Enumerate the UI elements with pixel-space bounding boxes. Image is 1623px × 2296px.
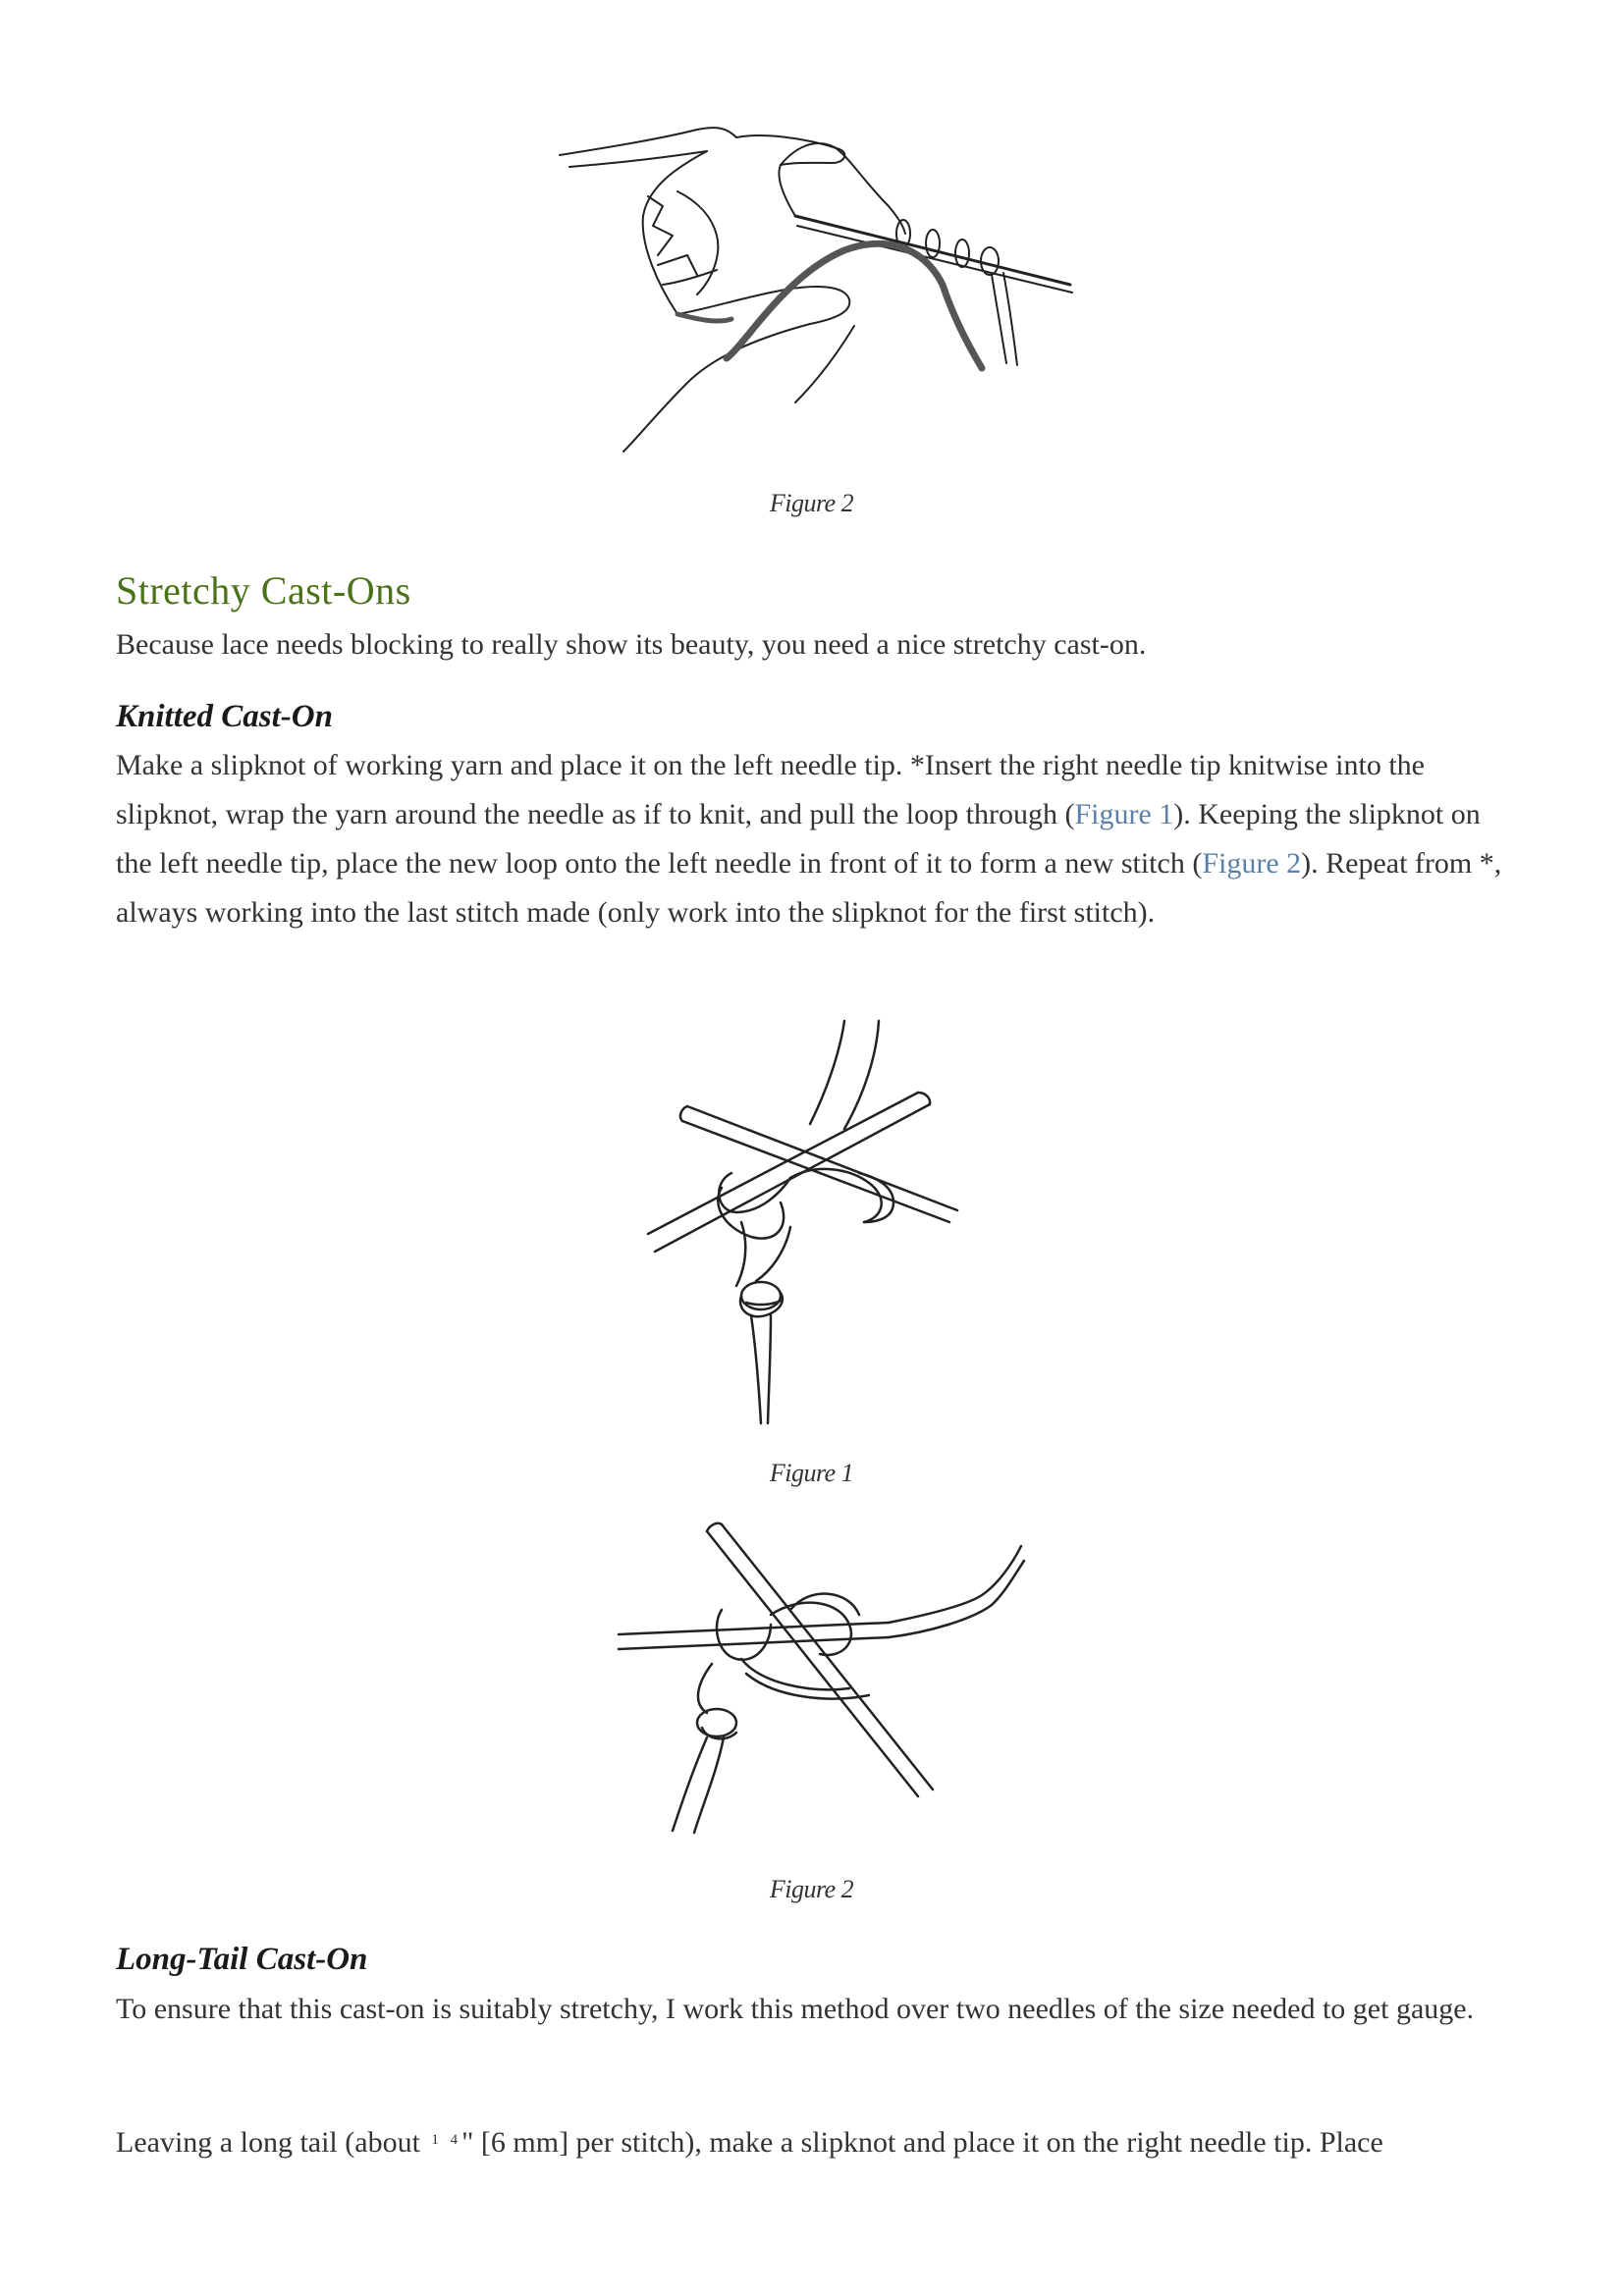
figure-caption: Figure 2 bbox=[769, 1875, 854, 1903]
figure-2-link[interactable]: Figure 2 bbox=[1202, 847, 1302, 880]
long-tail-cast-on-heading: Long-Tail Cast-On bbox=[116, 1942, 368, 1977]
text-span: ). Keeping the slipknot on the left needle tip, place the new loop onto the left needle in front of it to form a new stitch ( bbox=[116, 798, 1481, 880]
long-tail-para-1: To ensure that this cast-on is suitably stretchy, I work this method over two needles of the size needed to get gauge. bbox=[116, 1993, 1475, 2025]
figure-1-link[interactable]: Figure 1 bbox=[1074, 798, 1174, 830]
hand-cast-on-illustration bbox=[550, 108, 1080, 461]
knitted-cast-on-figure-2 bbox=[614, 1517, 1026, 1841]
fraction: 1 4 bbox=[431, 2132, 462, 2148]
figure-caption: Figure 2 bbox=[769, 489, 854, 517]
section-intro: Because lace needs blocking to really show its beauty, you need a nice stretchy cast-on. bbox=[116, 628, 1147, 661]
knitted-cast-on-heading: Knitted Cast-On bbox=[116, 699, 333, 734]
text-span: Leaving a long tail (about bbox=[116, 2126, 428, 2159]
text-span: Make a slipknot of working yarn and place it on the left needle tip. *Insert the right needle tip knitwise into the slipknot, wrap the yarn around the needle as if to knit, and pull the loop through ( bbox=[116, 749, 1425, 830]
section-heading: Stretchy Cast-Ons bbox=[116, 568, 411, 613]
long-tail-para-2 bbox=[116, 2115, 1510, 2167]
figure-caption: Figure 1 bbox=[769, 1459, 854, 1487]
text-span: " [6 mm] per stitch), make a slipknot and place it on the right needle tip. Place bbox=[461, 2126, 1383, 2159]
knitted-cast-on-figure-1 bbox=[643, 1016, 987, 1428]
knitted-cast-on-text bbox=[116, 741, 1510, 937]
text-span: ). Repeat from *, always working into the last stitch made (only work into the slipknot for the first stitch). bbox=[116, 847, 1502, 929]
